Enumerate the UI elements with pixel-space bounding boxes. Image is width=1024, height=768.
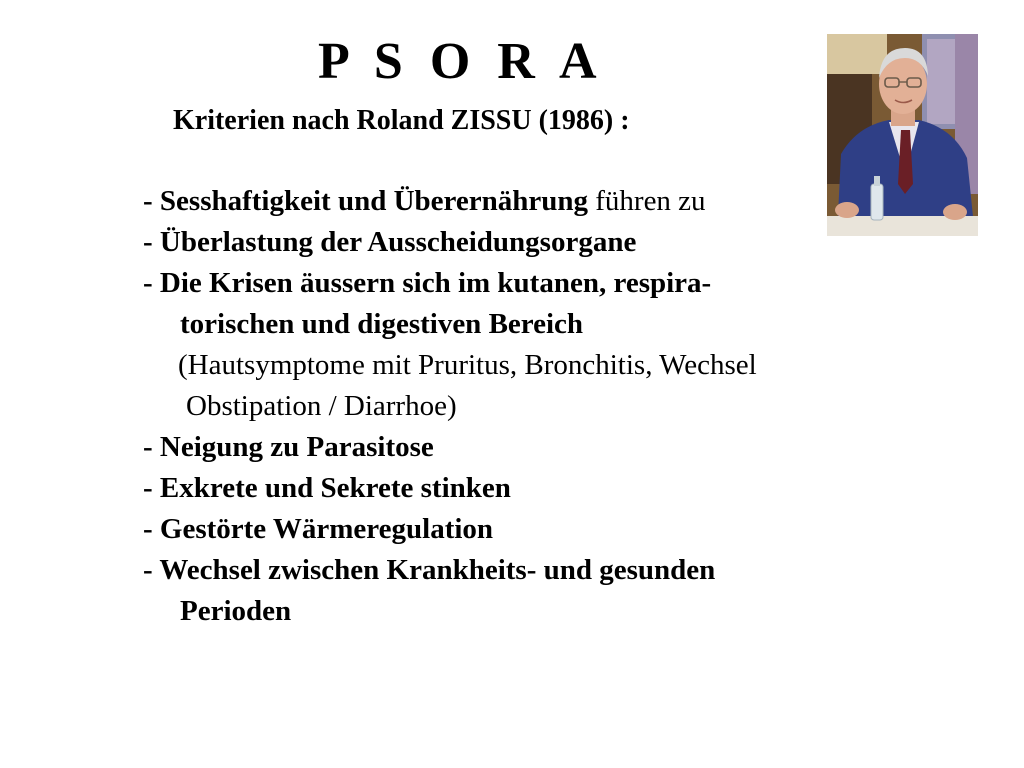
criteria-line-normal: führen zu [588,185,706,217]
criteria-line-bold: Perioden [180,595,292,627]
criteria-line [180,594,291,628]
slide-title: P S O R A [318,33,604,90]
portrait-illustration [827,34,978,236]
criteria-line-normal: (Hautsymptome mit Pruritus, Bronchitis, Wechsel [178,349,757,381]
criteria-line [178,348,757,382]
slide-subtitle: Kriterien nach Roland ZISSU (1986) : [173,105,630,136]
criteria-line-normal: Obstipation / Diarrhoe) [186,390,457,422]
criteria-line-bold: - Sesshaftigkeit und Überernährung [143,185,588,217]
criteria-line-bold: - Überlastung der Ausscheidungsorgane [143,226,637,258]
criteria-line-bold: - Gestörte Wärmeregulation [143,513,494,545]
criteria-line [180,307,583,341]
criteria-line-bold: - Die Krisen äussern sich im kutanen, respira- [143,267,712,299]
criteria-line [143,184,706,218]
criteria-line [143,430,434,464]
criteria-line-bold: - Exkrete und Sekrete stinken [143,472,511,504]
criteria-line [143,225,636,259]
criteria-line [186,389,457,423]
criteria-line-bold: - Neigung zu Parasitose [143,431,434,463]
criteria-line [143,553,715,587]
criteria-line [143,266,711,300]
criteria-line [143,471,511,505]
criteria-line-bold: torischen und digestiven Bereich [180,308,584,340]
criteria-line [143,512,493,546]
portrait-photo [827,34,978,236]
criteria-line-bold: - Wechsel zwischen Krankheits- und gesunden [143,554,716,586]
